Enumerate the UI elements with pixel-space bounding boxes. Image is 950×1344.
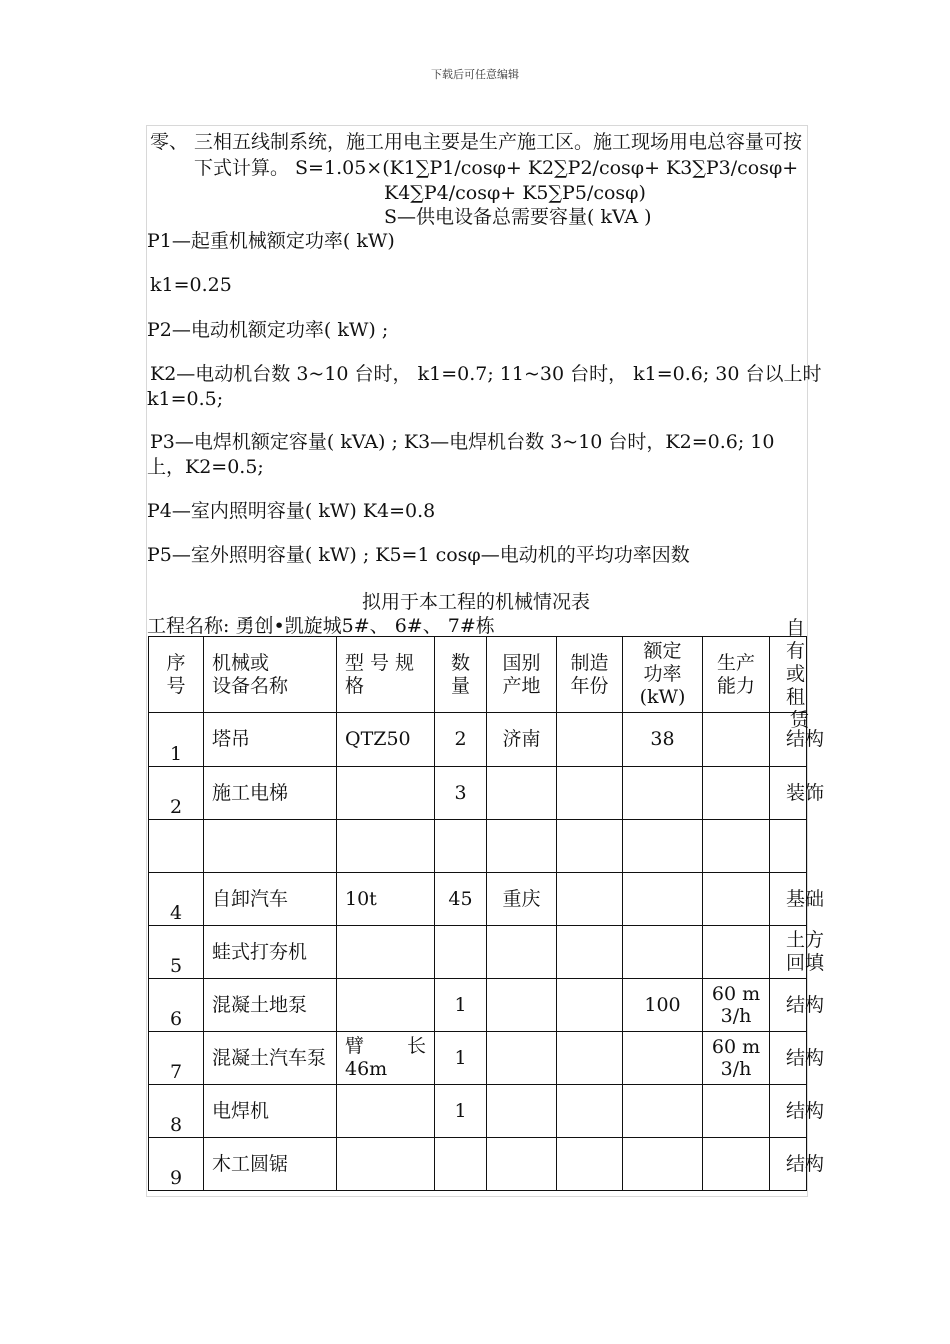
cell-use (770, 1085, 825, 1138)
page-header: 下载后可任意编辑 (431, 68, 519, 81)
para-line-4: S—供电设备总需要容量( kVA ) (384, 206, 652, 228)
cell-capacity (703, 767, 770, 820)
header-power: 额定 功率 (kW) (623, 637, 703, 713)
para-line-3: K4∑P4/cosφ+ K5∑P5/cosφ) (384, 182, 646, 204)
cell-seq: 4 (149, 873, 204, 926)
cell-power (623, 1085, 703, 1138)
p3-line-a: P3—电焊机额定容量( kVA) ; K3—电焊机台数 3~10 台时，K2=0.6; 10 (150, 431, 775, 453)
cell-year (557, 979, 623, 1032)
cell-seq: 5 (149, 926, 204, 979)
cell-use (770, 1138, 825, 1191)
cell-seq (149, 820, 204, 873)
cell-name: 自卸汽车 (204, 873, 337, 926)
cell-year (557, 1085, 623, 1138)
cell-capacity (703, 873, 770, 926)
cell-seq: 9 (149, 1138, 204, 1191)
cell-name (204, 820, 337, 873)
cell-use-text: 装饰 (786, 781, 825, 804)
cell-name: 施工电梯 (204, 767, 337, 820)
cell-year (557, 1138, 623, 1191)
cell-model (337, 1138, 435, 1191)
cell-seq: 7 (149, 1032, 204, 1085)
table-row (149, 1085, 807, 1138)
cell-origin: 重庆 (487, 873, 557, 926)
cell-year (557, 1032, 623, 1085)
cell-qty (435, 926, 487, 979)
cell-qty: 2 (435, 713, 487, 767)
cell-qty (435, 1138, 487, 1191)
cell-year (557, 873, 623, 926)
table-row (149, 713, 807, 767)
cell-use (770, 820, 807, 873)
cell-power: 100 (623, 979, 703, 1032)
cell-power (623, 926, 703, 979)
cell-power: 38 (623, 713, 703, 767)
cell-qty: 1 (435, 1085, 487, 1138)
cell-model (337, 767, 435, 820)
cell-use (770, 713, 825, 767)
cell-power (623, 767, 703, 820)
cell-use (770, 926, 825, 979)
cell-model (337, 1085, 435, 1138)
cell-capacity (703, 820, 770, 873)
table-row (149, 820, 807, 873)
cell-qty: 1 (435, 979, 487, 1032)
para-line-2: 下式计算。 S=1.05×(K1∑P1/cosφ+ K2∑P2/cosφ+ K3∑P3/cosφ+ (194, 157, 799, 179)
table-row (149, 767, 807, 820)
cell-capacity (703, 713, 770, 767)
cell-use-text: 基础 (786, 887, 825, 910)
cell-power (623, 1138, 703, 1191)
cell-capacity: 60 m3/h (703, 1032, 770, 1085)
cell-use-text: 结构 (786, 1152, 825, 1175)
k2-line-b: k1=0.5; (147, 388, 224, 410)
cell-seq: 6 (149, 979, 204, 1032)
cell-origin: 济南 (487, 713, 557, 767)
cell-model: QTZ50 (337, 713, 435, 767)
cell-year (557, 767, 623, 820)
cell-qty (435, 820, 487, 873)
cell-year (557, 926, 623, 979)
p4-line: P4—室内照明容量( kW) K4=0.8 (147, 500, 436, 522)
cell-year (557, 713, 623, 767)
table-row (149, 979, 807, 1032)
para-line-1: 零、 三相五线制系统，施工用电主要是生产施工区。施工现场用电总容量可按 (150, 131, 803, 153)
cell-capacity (703, 1085, 770, 1138)
cell-use-text: 结构 (786, 1099, 825, 1122)
header-qty: 数 量 (435, 637, 487, 713)
cell-model: 10t (337, 873, 435, 926)
table-row (149, 1032, 807, 1085)
k1-line: k1=0.25 (150, 274, 232, 296)
cell-use-text: 结构 (786, 728, 825, 750)
header-own: 自有 或租 赁 (770, 637, 807, 713)
table-header-row (149, 637, 807, 713)
p5-line: P5—室外照明容量( kW) ; K5=1 cosφ—电动机的平均功率因数 (147, 544, 690, 566)
k2-line-a: K2—电动机台数 3~10 台时， k1=0.7; 11~30 台时， k1=0.6; 30 台以上时 (150, 363, 822, 385)
cell-origin (487, 1138, 557, 1191)
header-seq: 序 号 (149, 637, 204, 713)
table-row (149, 1138, 807, 1191)
cell-model (337, 820, 435, 873)
table-title: 拟用于本工程的机械情况表 (361, 591, 590, 613)
cell-qty: 1 (435, 1032, 487, 1085)
cell-name: 蛙式打夯机 (204, 926, 337, 979)
cell-seq: 1 (149, 713, 204, 767)
cell-use-text: 结构 (786, 993, 825, 1016)
cell-year (557, 820, 623, 873)
table-row (149, 873, 807, 926)
cell-qty: 3 (435, 767, 487, 820)
cell-use (770, 979, 825, 1032)
cell-origin (487, 1085, 557, 1138)
cell-use-text: 土方回填 (786, 929, 825, 974)
cell-seq: 2 (149, 767, 204, 820)
cell-power (623, 1032, 703, 1085)
cell-model: 臂 长 46m (337, 1032, 435, 1085)
header-name: 机械或 设备名称 (204, 637, 337, 713)
cell-capacity (703, 926, 770, 979)
cell-name: 混凝土地泵 (204, 979, 337, 1032)
cell-name: 混凝土汽车泵 (204, 1032, 337, 1085)
cell-qty: 45 (435, 873, 487, 926)
cell-origin (487, 979, 557, 1032)
cell-capacity: 60 m3/h (703, 979, 770, 1032)
table-row (149, 926, 807, 979)
cell-name: 木工圆锯 (204, 1138, 337, 1191)
cell-origin (487, 820, 557, 873)
header-model: 型 号 规 格 (337, 637, 435, 713)
header-origin: 国别 产地 (487, 637, 557, 713)
cell-use-text: 结构 (786, 1046, 825, 1069)
header-capacity: 生产 能力 (703, 637, 770, 713)
cell-capacity (703, 1138, 770, 1191)
header-year: 制造 年份 (557, 637, 623, 713)
project-name: 工程名称: 勇创•凯旋城5#、 6#、 7#栋 (147, 615, 495, 637)
p1-line: P1—起重机械额定功率( kW) (147, 230, 395, 252)
cell-model (337, 926, 435, 979)
cell-seq: 8 (149, 1085, 204, 1138)
p2-line: P2—电动机额定功率( kW) ; (147, 319, 389, 341)
cell-use (770, 767, 825, 820)
cell-power (623, 820, 703, 873)
cell-origin (487, 926, 557, 979)
cell-use (770, 1032, 825, 1085)
cell-use (770, 873, 825, 926)
cell-name: 塔吊 (204, 713, 337, 767)
cell-use-text (786, 820, 846, 872)
p3-line-b: 上，K2=0.5; (147, 456, 264, 478)
cell-power (623, 873, 703, 926)
cell-origin (487, 1032, 557, 1085)
cell-name: 电焊机 (204, 1085, 337, 1138)
cell-origin (487, 767, 557, 820)
cell-model (337, 979, 435, 1032)
